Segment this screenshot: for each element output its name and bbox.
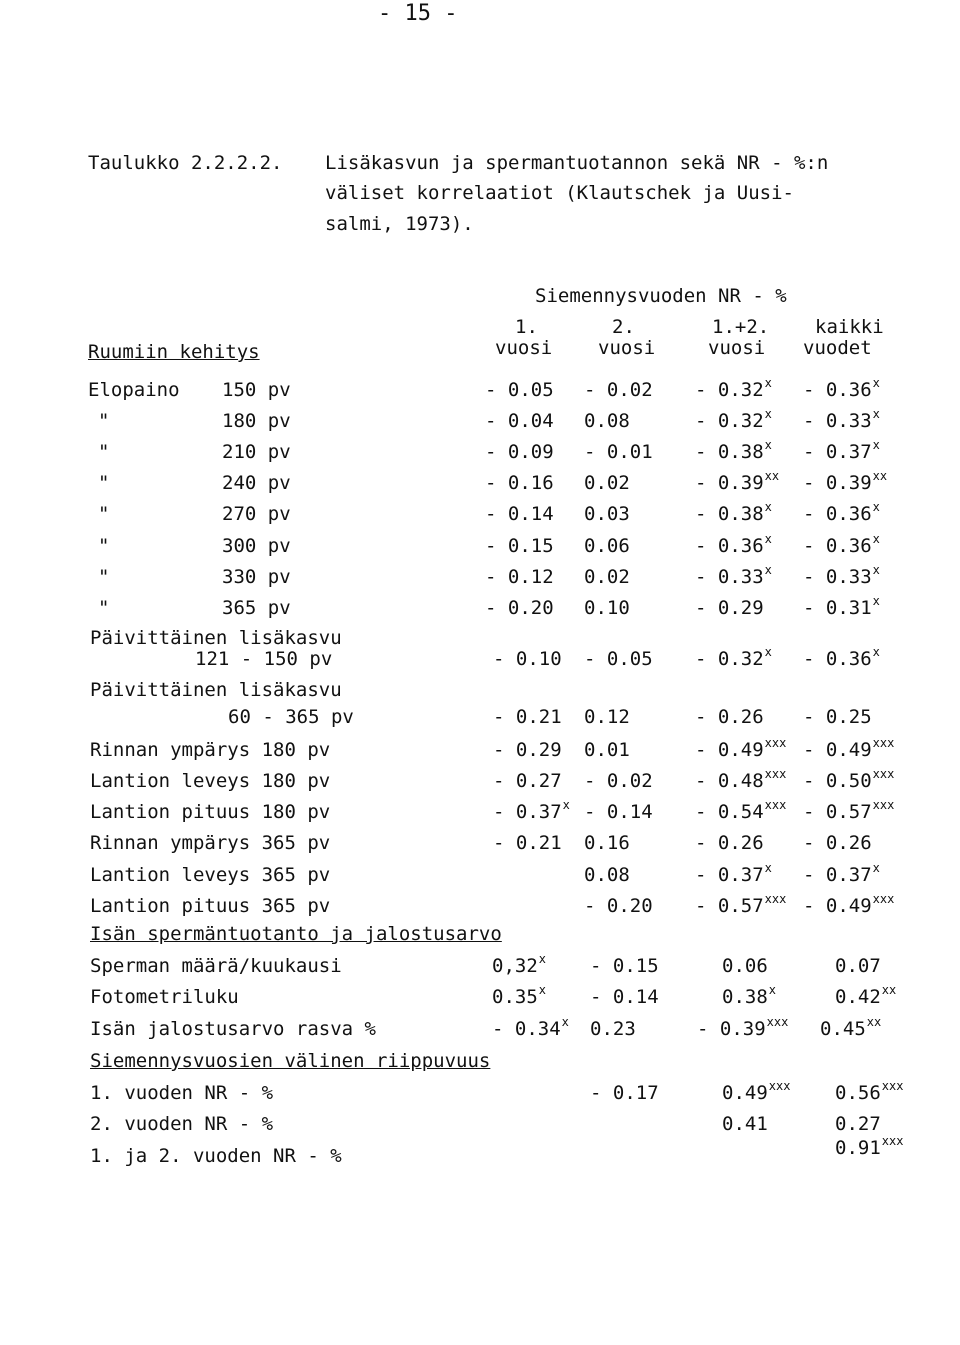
- col2-header-bottom: vuosi: [598, 337, 656, 359]
- row-sublabel: 210 pv: [222, 441, 291, 463]
- significance-marker: x: [872, 500, 880, 514]
- row-label: Fotometriluku: [90, 986, 239, 1008]
- row-label: ": [98, 410, 110, 432]
- cell-allyears: - 0.31$^x$: [803, 594, 880, 619]
- row-sublabel: 150 pv: [222, 379, 291, 401]
- cell-allyears: - 0.36$^x$: [803, 532, 880, 557]
- significance-marker: x: [764, 407, 772, 421]
- row-label: Lantion pituus 180 pv: [90, 801, 331, 823]
- cell-year12: - 0.29: [695, 597, 764, 619]
- col3-header-bottom: vuosi: [708, 337, 766, 359]
- significance-marker: xxx: [872, 798, 895, 812]
- significance-marker: x: [872, 645, 880, 659]
- significance-marker: xxx: [764, 736, 787, 750]
- cell-allyears: - 0.49$^{xxx}$: [803, 736, 895, 761]
- cell-year1: - 0.09: [485, 441, 554, 463]
- row-label: Rinnan ympärys 180 pv: [90, 739, 331, 761]
- row-label: Lantion leveys 365 pv: [90, 864, 331, 886]
- cell-allyears: - 0.26: [803, 832, 872, 854]
- significance-marker: xx: [872, 469, 888, 483]
- significance-marker: x: [872, 594, 880, 608]
- cell-year2: - 0.05: [584, 648, 653, 670]
- caption-line-1: Lisäkasvun ja spermantuotannon sekä NR - %:n: [325, 152, 829, 174]
- cell-year1: - 0.14: [485, 503, 554, 525]
- cell-allyears: - 0.49$^{xxx}$: [803, 892, 895, 917]
- section-title-sperm: Isän spermäntuotanto ja jalostusarvo: [90, 923, 502, 945]
- row-sublabel: 330 pv: [222, 566, 291, 588]
- significance-marker: x: [872, 376, 880, 390]
- significance-marker: x: [872, 532, 880, 546]
- significance-marker: x: [538, 983, 546, 997]
- significance-marker: x: [872, 861, 880, 875]
- cell-year12: 0.06: [722, 955, 768, 977]
- col3-header-top: 1.+2.: [712, 316, 770, 338]
- significance-marker: x: [764, 563, 772, 577]
- row-sublabel: 365 pv: [222, 597, 291, 619]
- cell-year2: - 0.14: [584, 801, 653, 823]
- significance-marker: x: [768, 983, 776, 997]
- cell-year1: - 0.10: [493, 648, 562, 670]
- cell-year12: - 0.57$^{xxx}$: [695, 892, 787, 917]
- cell-year2: - 0.20: [584, 895, 653, 917]
- cell-allyears: - 0.36$^x$: [803, 376, 880, 401]
- significance-marker: x: [872, 407, 880, 421]
- cell-year2: - 0.02: [584, 379, 653, 401]
- significance-marker: x: [764, 376, 772, 390]
- cell-year2: 0.10: [584, 597, 630, 619]
- significance-marker: x: [764, 438, 772, 452]
- cell-allyears: 0.45$^{xx}$: [820, 1015, 882, 1040]
- cell-year12: - 0.49$^{xxx}$: [695, 736, 787, 761]
- cell-year12: 0.38$^x$: [722, 983, 776, 1008]
- significance-marker: x: [872, 563, 880, 577]
- significance-marker: xxx: [872, 736, 895, 750]
- cell-year1: - 0.20: [485, 597, 554, 619]
- row-sublabel: 300 pv: [222, 535, 291, 557]
- row-sublabel: 240 pv: [222, 472, 291, 494]
- cell-year2: - 0.02: [584, 770, 653, 792]
- significance-marker: xxx: [764, 798, 787, 812]
- cell-year2: - 0.14: [590, 986, 659, 1008]
- row-label: ": [98, 535, 110, 557]
- row-label: ": [98, 441, 110, 463]
- significance-marker: x: [562, 798, 570, 812]
- col4-header-top: kaikki: [815, 316, 884, 338]
- significance-marker: x: [764, 500, 772, 514]
- significance-marker: xxx: [872, 892, 895, 906]
- cell-allyears: 0.07: [835, 955, 881, 977]
- cell-year1: - 0.21: [493, 832, 562, 854]
- significance-marker: x: [538, 952, 546, 966]
- cell-year1: 0,32$^x$: [492, 952, 546, 977]
- cell-year2: 0.02: [584, 566, 630, 588]
- cell-year2: 0.01: [584, 739, 630, 761]
- cell-year2: 0.23: [590, 1018, 636, 1040]
- significance-marker: xxx: [766, 1015, 789, 1029]
- cell-year1: - 0.27: [493, 770, 562, 792]
- cell-allyears: 0.27: [835, 1113, 881, 1135]
- cell-year12: 0.49$^{xxx}$: [722, 1079, 791, 1104]
- significance-marker: x: [764, 645, 772, 659]
- table-label: Taulukko 2.2.2.2.: [88, 152, 283, 174]
- significance-marker: xxx: [764, 767, 787, 781]
- cell-allyears: - 0.50$^{xxx}$: [803, 767, 895, 792]
- cell-year2: 0.16: [584, 832, 630, 854]
- significance-marker: xx: [764, 469, 780, 483]
- caption-line-2: väliset korrelaatiot (Klautschek ja Uusi-: [325, 182, 794, 204]
- cell-allyears: - 0.25: [803, 706, 872, 728]
- cell-allyears: - 0.39$^{xx}$: [803, 469, 888, 494]
- cell-year12: - 0.32$^x$: [695, 376, 772, 401]
- row-label: Sperman määrä/kuukausi: [90, 955, 342, 977]
- row-label: 2. vuoden NR - %: [90, 1113, 274, 1135]
- significance-marker: x: [764, 532, 772, 546]
- cell-year1: - 0.34$^x$: [492, 1015, 569, 1040]
- cell-year2: 0.08: [584, 864, 630, 886]
- row-label: ": [98, 503, 110, 525]
- cell-year12: - 0.39$^{xx}$: [695, 469, 780, 494]
- col1-header-top: 1.: [515, 316, 538, 338]
- cell-year12: - 0.32$^x$: [695, 645, 772, 670]
- cell-allyears: 0.56$^{xxx}$: [835, 1079, 904, 1104]
- row-label: 1. ja 2. vuoden NR - %: [90, 1145, 342, 1167]
- col2-header-top: 2.: [612, 316, 635, 338]
- significance-marker: x: [561, 1015, 569, 1029]
- cell-year12: - 0.26: [695, 832, 764, 854]
- significance-marker: xx: [881, 983, 897, 997]
- section-title-dependence: Siemennysvuosien välinen riippuvuus: [90, 1050, 491, 1072]
- cell-year12: - 0.26: [695, 706, 764, 728]
- row-label: Lantion pituus 365 pv: [90, 895, 331, 917]
- row-sublabel: 270 pv: [222, 503, 291, 525]
- cell-year2: - 0.17: [590, 1082, 659, 1104]
- significance-marker: xxx: [881, 1134, 904, 1148]
- cell-year12: - 0.36$^x$: [695, 532, 772, 557]
- cell-allyears: - 0.33$^x$: [803, 407, 880, 432]
- row-label: ": [98, 566, 110, 588]
- row-label: ": [98, 597, 110, 619]
- row-sublabel: 121 - 150 pv: [195, 648, 333, 670]
- cell-year12: - 0.32$^x$: [695, 407, 772, 432]
- column-group-header: Siemennysvuoden NR - %: [535, 285, 787, 307]
- significance-marker: xx: [866, 1015, 882, 1029]
- cell-allyears: - 0.57$^{xxx}$: [803, 798, 895, 823]
- row-label: Isän jalostusarvo rasva %: [90, 1018, 376, 1040]
- cell-year12: - 0.48$^{xxx}$: [695, 767, 787, 792]
- col4-header-bottom: vuodet: [803, 337, 872, 359]
- cell-year12: - 0.39$^{xxx}$: [697, 1015, 789, 1040]
- significance-marker: x: [764, 861, 772, 875]
- cell-allyears: - 0.36$^x$: [803, 500, 880, 525]
- cell-year12: - 0.38$^x$: [695, 500, 772, 525]
- cell-year1: - 0.04: [485, 410, 554, 432]
- cell-year1: - 0.15: [485, 535, 554, 557]
- cell-year2: 0.08: [584, 410, 630, 432]
- cell-year2: 0.12: [584, 706, 630, 728]
- cell-year2: 0.02: [584, 472, 630, 494]
- row-sublabel: 60 - 365 pv: [228, 706, 354, 728]
- cell-year1: - 0.21: [493, 706, 562, 728]
- cell-year12: - 0.33$^x$: [695, 563, 772, 588]
- cell-allyears: - 0.33$^x$: [803, 563, 880, 588]
- page-number: - 15 -: [378, 1, 458, 26]
- cell-year12: - 0.37$^x$: [695, 861, 772, 886]
- cell-year2: 0.03: [584, 503, 630, 525]
- cell-year2: - 0.15: [590, 955, 659, 977]
- cell-year12: - 0.54$^{xxx}$: [695, 798, 787, 823]
- row-label: Päivittäinen lisäkasvu: [90, 679, 342, 701]
- row-label: Lantion leveys 180 pv: [90, 770, 331, 792]
- row-label: Elopaino: [88, 379, 180, 401]
- significance-marker: xxx: [764, 892, 787, 906]
- significance-marker: xxx: [881, 1079, 904, 1093]
- cell-year1: - 0.37$^x$: [493, 798, 570, 823]
- cell-allyears: 0.42$^{xx}$: [835, 983, 897, 1008]
- cell-allyears: - 0.37$^x$: [803, 438, 880, 463]
- cell-year1: - 0.12: [485, 566, 554, 588]
- cell-year1: - 0.05: [485, 379, 554, 401]
- row-group-header: Ruumiin kehitys: [88, 341, 260, 363]
- significance-marker: xxx: [768, 1079, 791, 1093]
- cell-year12: 0.41: [722, 1113, 768, 1135]
- cell-year1: - 0.29: [493, 739, 562, 761]
- cell-allyears: 0.91$^{xxx}$: [835, 1134, 904, 1159]
- cell-allyears: - 0.37$^x$: [803, 861, 880, 886]
- significance-marker: x: [872, 438, 880, 452]
- row-label: Päivittäinen lisäkasvu: [90, 627, 342, 649]
- caption-line-3: salmi, 1973).: [325, 213, 474, 235]
- cell-year1: 0.35$^x$: [492, 983, 546, 1008]
- significance-marker: xxx: [872, 767, 895, 781]
- row-sublabel: 180 pv: [222, 410, 291, 432]
- cell-year2: 0.06: [584, 535, 630, 557]
- col1-header-bottom: vuosi: [495, 337, 553, 359]
- row-label: 1. vuoden NR - %: [90, 1082, 274, 1104]
- cell-year2: - 0.01: [584, 441, 653, 463]
- cell-year1: - 0.16: [485, 472, 554, 494]
- cell-allyears: - 0.36$^x$: [803, 645, 880, 670]
- row-label: ": [98, 472, 110, 494]
- row-label: Rinnan ympärys 365 pv: [90, 832, 331, 854]
- cell-year12: - 0.38$^x$: [695, 438, 772, 463]
